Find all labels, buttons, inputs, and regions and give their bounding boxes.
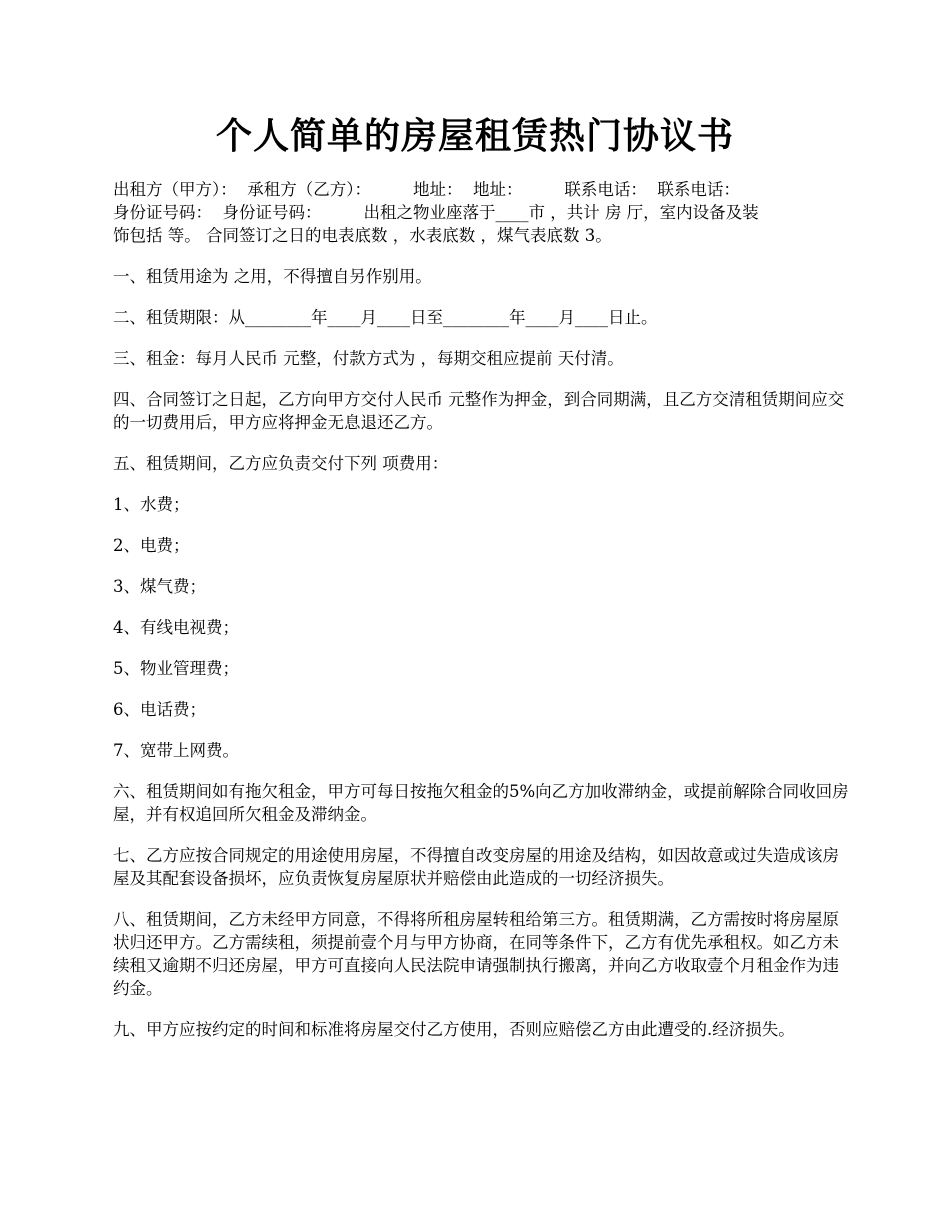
clause-sublease-renewal: 八、租赁期间，乙方未经甲方同意，不得将所租房屋转租给第三方。租赁期满，乙方需按时将房屋原状归还甲方。乙方需续租，须提前壹个月与甲方协商，在同等条件下，乙方有优先承租权。如乙方未续租又逾期不归还房屋，甲方可直接向人民法院申请强制执行搬离，并向乙方收取壹个月租金作为违约金。: [113, 910, 839, 998]
document-title: 个人简单的房屋租赁热门协议书: [215, 115, 734, 157]
fee-item: 4、有线电视费；: [113, 618, 239, 637]
clause-usage: 一、租赁用途为 之用，不得擅自另作别用。: [113, 267, 432, 286]
fee-item: 6、电话费；: [113, 700, 206, 719]
party-info-line: 身份证号码： 身份证号码： 出租之物业座落于____市 ，共计 房 厅，室内设备及装: [113, 203, 759, 222]
party-info-block: [113, 178, 853, 247]
fee-item: 1、水费；: [113, 495, 190, 514]
document-body: [113, 178, 853, 1059]
clause-deposit: 四、合同签订之日起，乙方向甲方交付人民币 元整作为押金，到合同期满，且乙方交清租赁期间应交的一切费用后，甲方应将押金无息退还乙方。: [113, 390, 845, 432]
party-info-line: 出租方（甲方）： 承租方（乙方）： 地址： 地址： 联系电话： 联系电话：: [113, 180, 740, 199]
clause-delivery: 九、甲方应按约定的时间和标准将房屋交付乙方使用，否则应赔偿乙方由此遭受的.经济损失。: [113, 1020, 795, 1039]
clause-term: 二、租赁期限：从________年____月____日至________年____月____日止。: [113, 308, 658, 327]
clause-use-of-premises: 七、乙方应按合同规定的用途使用房屋，不得擅自改变房屋的用途及结构，如因故意或过失造成该房屋及其配套设备损坏，应负责恢复房屋原状并赔偿由此造成的一切经济损失。: [113, 846, 839, 888]
fee-item: 3、煤气费；: [113, 577, 206, 596]
fee-item: 2、电费；: [113, 536, 190, 555]
fee-item: 5、物业管理费；: [113, 659, 239, 678]
clause-rent: 三、租金：每月人民币 元整，付款方式为 ，每期交租应提前 天付清。: [113, 349, 624, 368]
party-info-line: 饰包括 等。 合同签订之日的电表底数 ，水表底数 ，煤气表底数 3。: [113, 226, 612, 245]
clause-late-rent: 六、租赁期间如有拖欠租金，甲方可每日按拖欠租金的5%向乙方加收滞纳金，或提前解除合同收回房屋，并有权追回所欠租金及滞纳金。: [113, 782, 849, 824]
fee-item: 7、宽带上网费。: [113, 741, 239, 760]
clause-fees: 五、租赁期间，乙方应负责交付下列 项费用：: [113, 454, 449, 473]
